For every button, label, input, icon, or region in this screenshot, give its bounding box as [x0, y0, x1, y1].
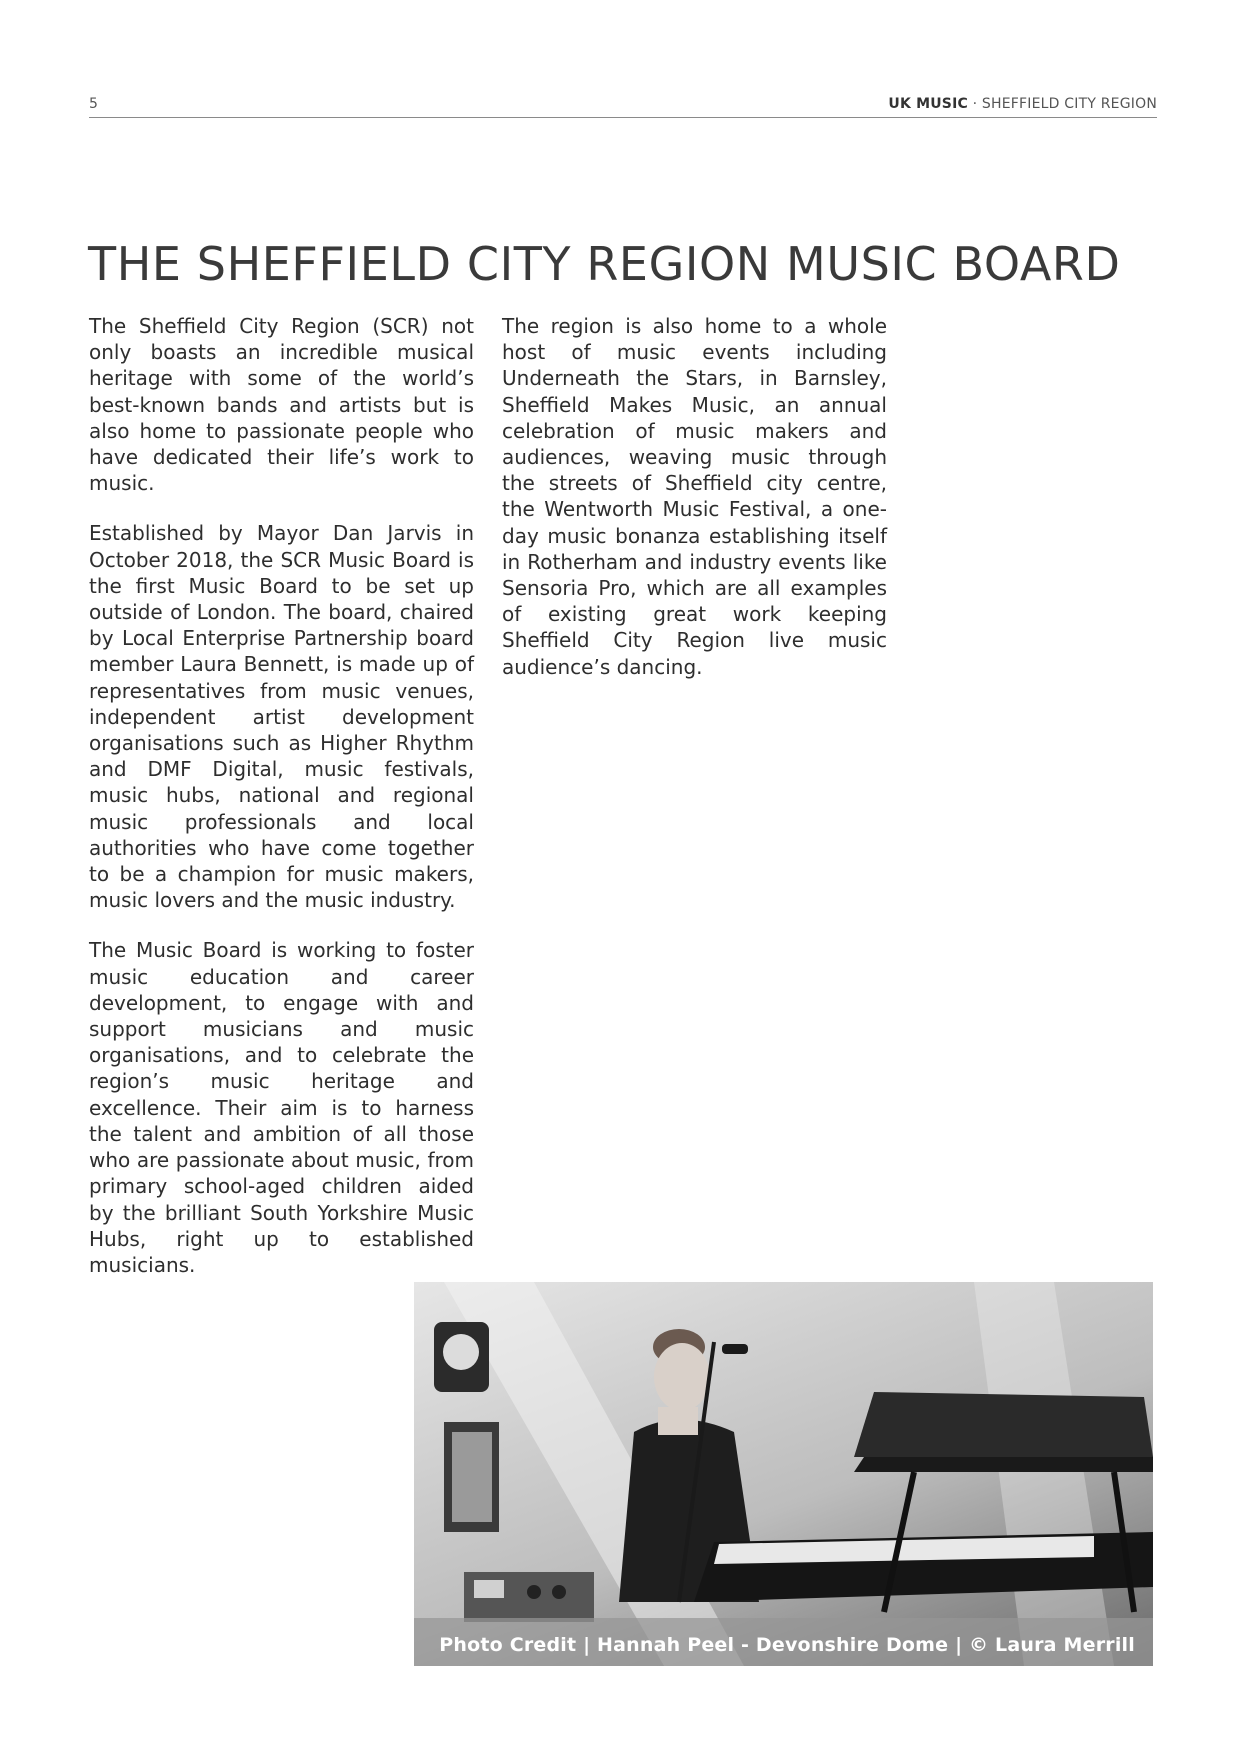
photo-illustration: [414, 1282, 1153, 1666]
body-paragraph: The region is also home to a whole host of music events including Underneath the Stars, in Barnsley, Sheffield Makes Music, an annual celebration of music makers and audiences, weaving music through the streets of Sheffield city centre, the Wentworth Music Festival, a one-day music bonanza establishing itself in Rotherham and industry events like Sensoria Pro, which are all examples of existing great work keeping Sheffield City Region live music audience’s dancing.: [502, 314, 887, 679]
page-title: THE SHEFFIELD CITY REGION MUSIC BOARD: [88, 237, 1121, 291]
musician-at-keyboard-photo: [414, 1282, 1153, 1666]
header-rule: [89, 117, 1157, 118]
body-paragraph: Established by Mayor Dan Jarvis in October 2018, the SCR Music Board is the first Music Board to be set up outside of London. The board, chaired by Local Enterprise Partnership board member Laura Bennett, is made up of representatives from music venues, independent artist development organisations such as Higher Rhythm and DMF Digital, music festivals, music hubs, national and regional music professionals and local authorities who have come together to be a champion for music makers, music lovers and the music industry.: [89, 521, 474, 913]
body-paragraph: The Sheffield City Region (SCR) not only boasts an incredible musical heritage with some of the world’s best-known bands and artists but is also home to passionate people who have dedicated their life’s work to music.: [89, 314, 474, 496]
running-head: [888, 96, 1157, 112]
left-column: [89, 313, 474, 1302]
page-header: [89, 96, 1157, 118]
photo-caption: Photo Credit | Hannah Peel - Devonshire Dome | © Laura Merrill: [439, 1634, 1135, 1656]
right-column: [502, 313, 887, 704]
running-head-separator: ·: [967, 96, 982, 112]
body-paragraph: The Music Board is working to foster music education and career development, to engage with and support musicians and music organisations, and to celebrate the region’s music heritage and excellence. Their aim is to harness the talent and ambition of all those who are passionate about music, from primary school-aged children aided by the brilliant South Yorkshire Music Hubs, right up to established musicians.: [89, 938, 474, 1277]
page-number: 5: [89, 96, 98, 112]
running-head-section: SHEFFIELD CITY REGION: [981, 96, 1157, 112]
running-head-brand: UK MUSIC: [888, 96, 968, 112]
